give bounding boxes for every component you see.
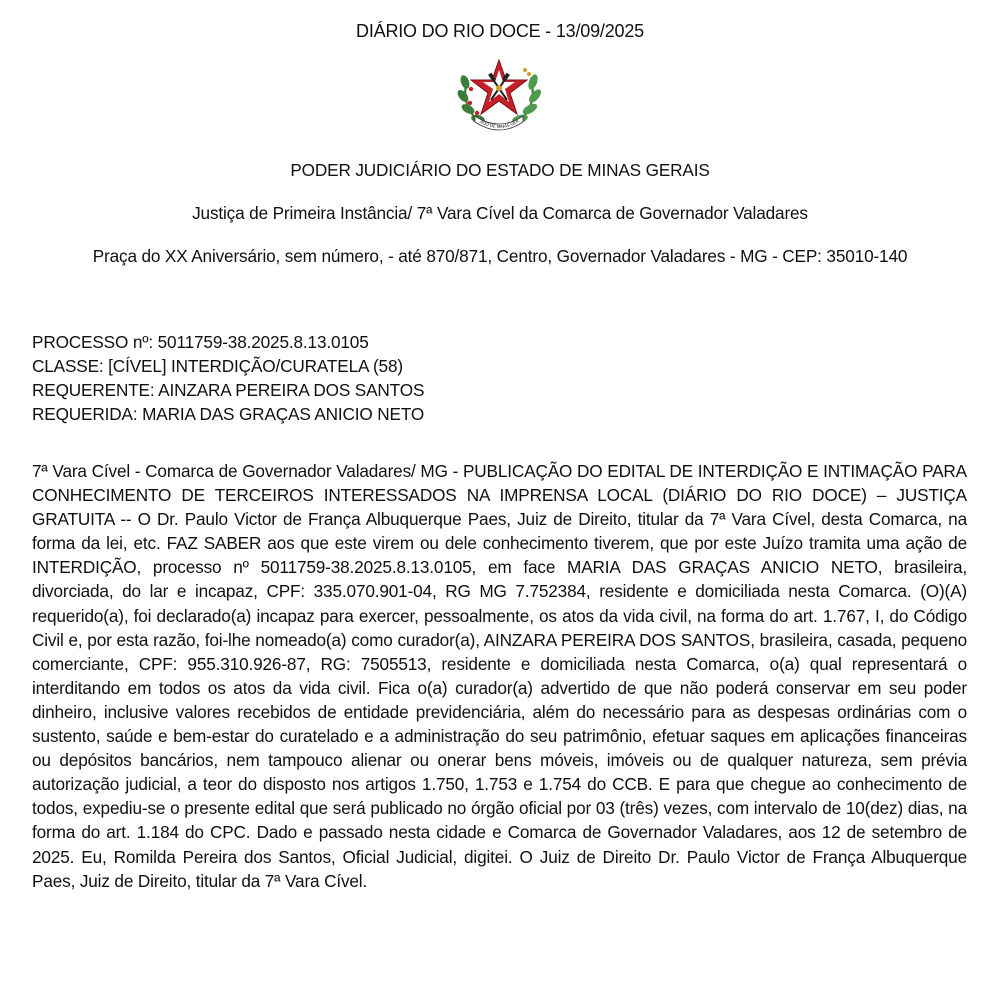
processo-label: PROCESSO nº: [32, 332, 158, 352]
edital-body: 7ª Vara Cível - Comarca de Governador Valadares/ MG - PUBLICAÇÃO DO EDITAL DE INTERDIÇÃO E INTIMAÇÃO PARA CONHECIMENTO DE TERCEIROS INTERESSADOS NA IMPRENSA LOCAL (DIÁRIO DO RIO DOCE) – JUSTIÇA GRATUITA -- O Dr. Paulo Victor de França Albuquerque Paes, Juiz de Direito, titular da 7ª Vara Cível, desta Comarca, na forma da lei, etc. FAZ SABER aos que este virem ou dele conhecimento tiverem, que por este Juízo tramita uma ação de INTERDIÇÃO, processo nº 5011759-38.2025.8.13.0105, em face MARIA DAS GRAÇAS ANICIO NETO, brasileira, divorciada, do lar e incapaz, CPF: 335.070.901-04, RG MG 7.752384, residente e domiciliada nesta Comarca. (O)(A) requerido(a), foi declarado(a) incapaz para exercer, pessoalmente, os atos da vida civil, na forma do art. 1.767, I, do Código Civil e, por esta razão, foi-lhe nomeado(a) como curador(a), AINZARA PEREIRA DOS SANTOS, brasileira, casada, pequeno comerciante, CPF: 955.310.926-87, RG: 7505513, residente e domiciliada nesta Comarca, o(a) qual representará o interditando em todos os atos da vida civil. Fica o(a) curador(a) advertido de que não poderá conservar em seu poder dinheiro, inclusive valores recebidos de entidade previdenciária, além do necessário para as despesas ordinárias com o sustento, saúde e bem-estar do curatelado e a administração do seu patrimônio, efetuar saques em aplicações financeiras ou depósitos bancários, nem tampouco alienar ou onerar bens móveis, imóveis ou de qualquer natureza, sem prévia autorização judicial, a teor do disposto nos artigos 1.750, 1.753 e 1.754 do CCB. E para que chegue ao conhecimento de todos, expediu-se o presente edital que será publicado no órgão oficial por 03 (três) vezes, com intervalo de 10(dez) dias, na forma do art. 1.184 do CPC. Dado e passado nesta cidade e Comarca de Governador Valadares, aos 12 de setembro de 2025. Eu, Romilda Pereira dos Santos, Oficial Judicial, digitei. O Juiz de Direito Dr. Paulo Victor de França Albuquerque Paes, Juiz de Direito, titular da 7ª Vara Cível. [32, 461, 967, 891]
classe-line: CLASSE: [CÍVEL] INTERDIÇÃO/CURATELA (58) [32, 356, 403, 376]
seal-text: ADO DE MINAS GER [479, 118, 520, 130]
court-address: Praça do XX Aniversário, sem número, - até 870/871, Centro, Governador Valadares - MG - CEP: 35010-140 [92, 246, 908, 266]
coat-of-arms-icon [455, 56, 543, 134]
requerida-line: REQUERIDA: MARIA DAS GRAÇAS ANICIO NETO [32, 404, 425, 424]
court-division: Justiça de Primeira Instância/ 7ª Vara Cível da Comarca de Governador Valadares [192, 203, 808, 223]
newspaper-masthead: DIÁRIO DO RIO DOCE - 13/09/2025 [356, 21, 644, 41]
case-details [32, 330, 972, 426]
processo-line [32, 330, 972, 354]
court-name: PODER JUDICIÁRIO DO ESTADO DE MINAS GERAIS [290, 160, 710, 180]
requerente-line: REQUERENTE: AINZARA PEREIRA DOS SANTOS [32, 380, 425, 400]
processo-number: 5011759-38.2025.8.13.0105 [157, 332, 369, 352]
